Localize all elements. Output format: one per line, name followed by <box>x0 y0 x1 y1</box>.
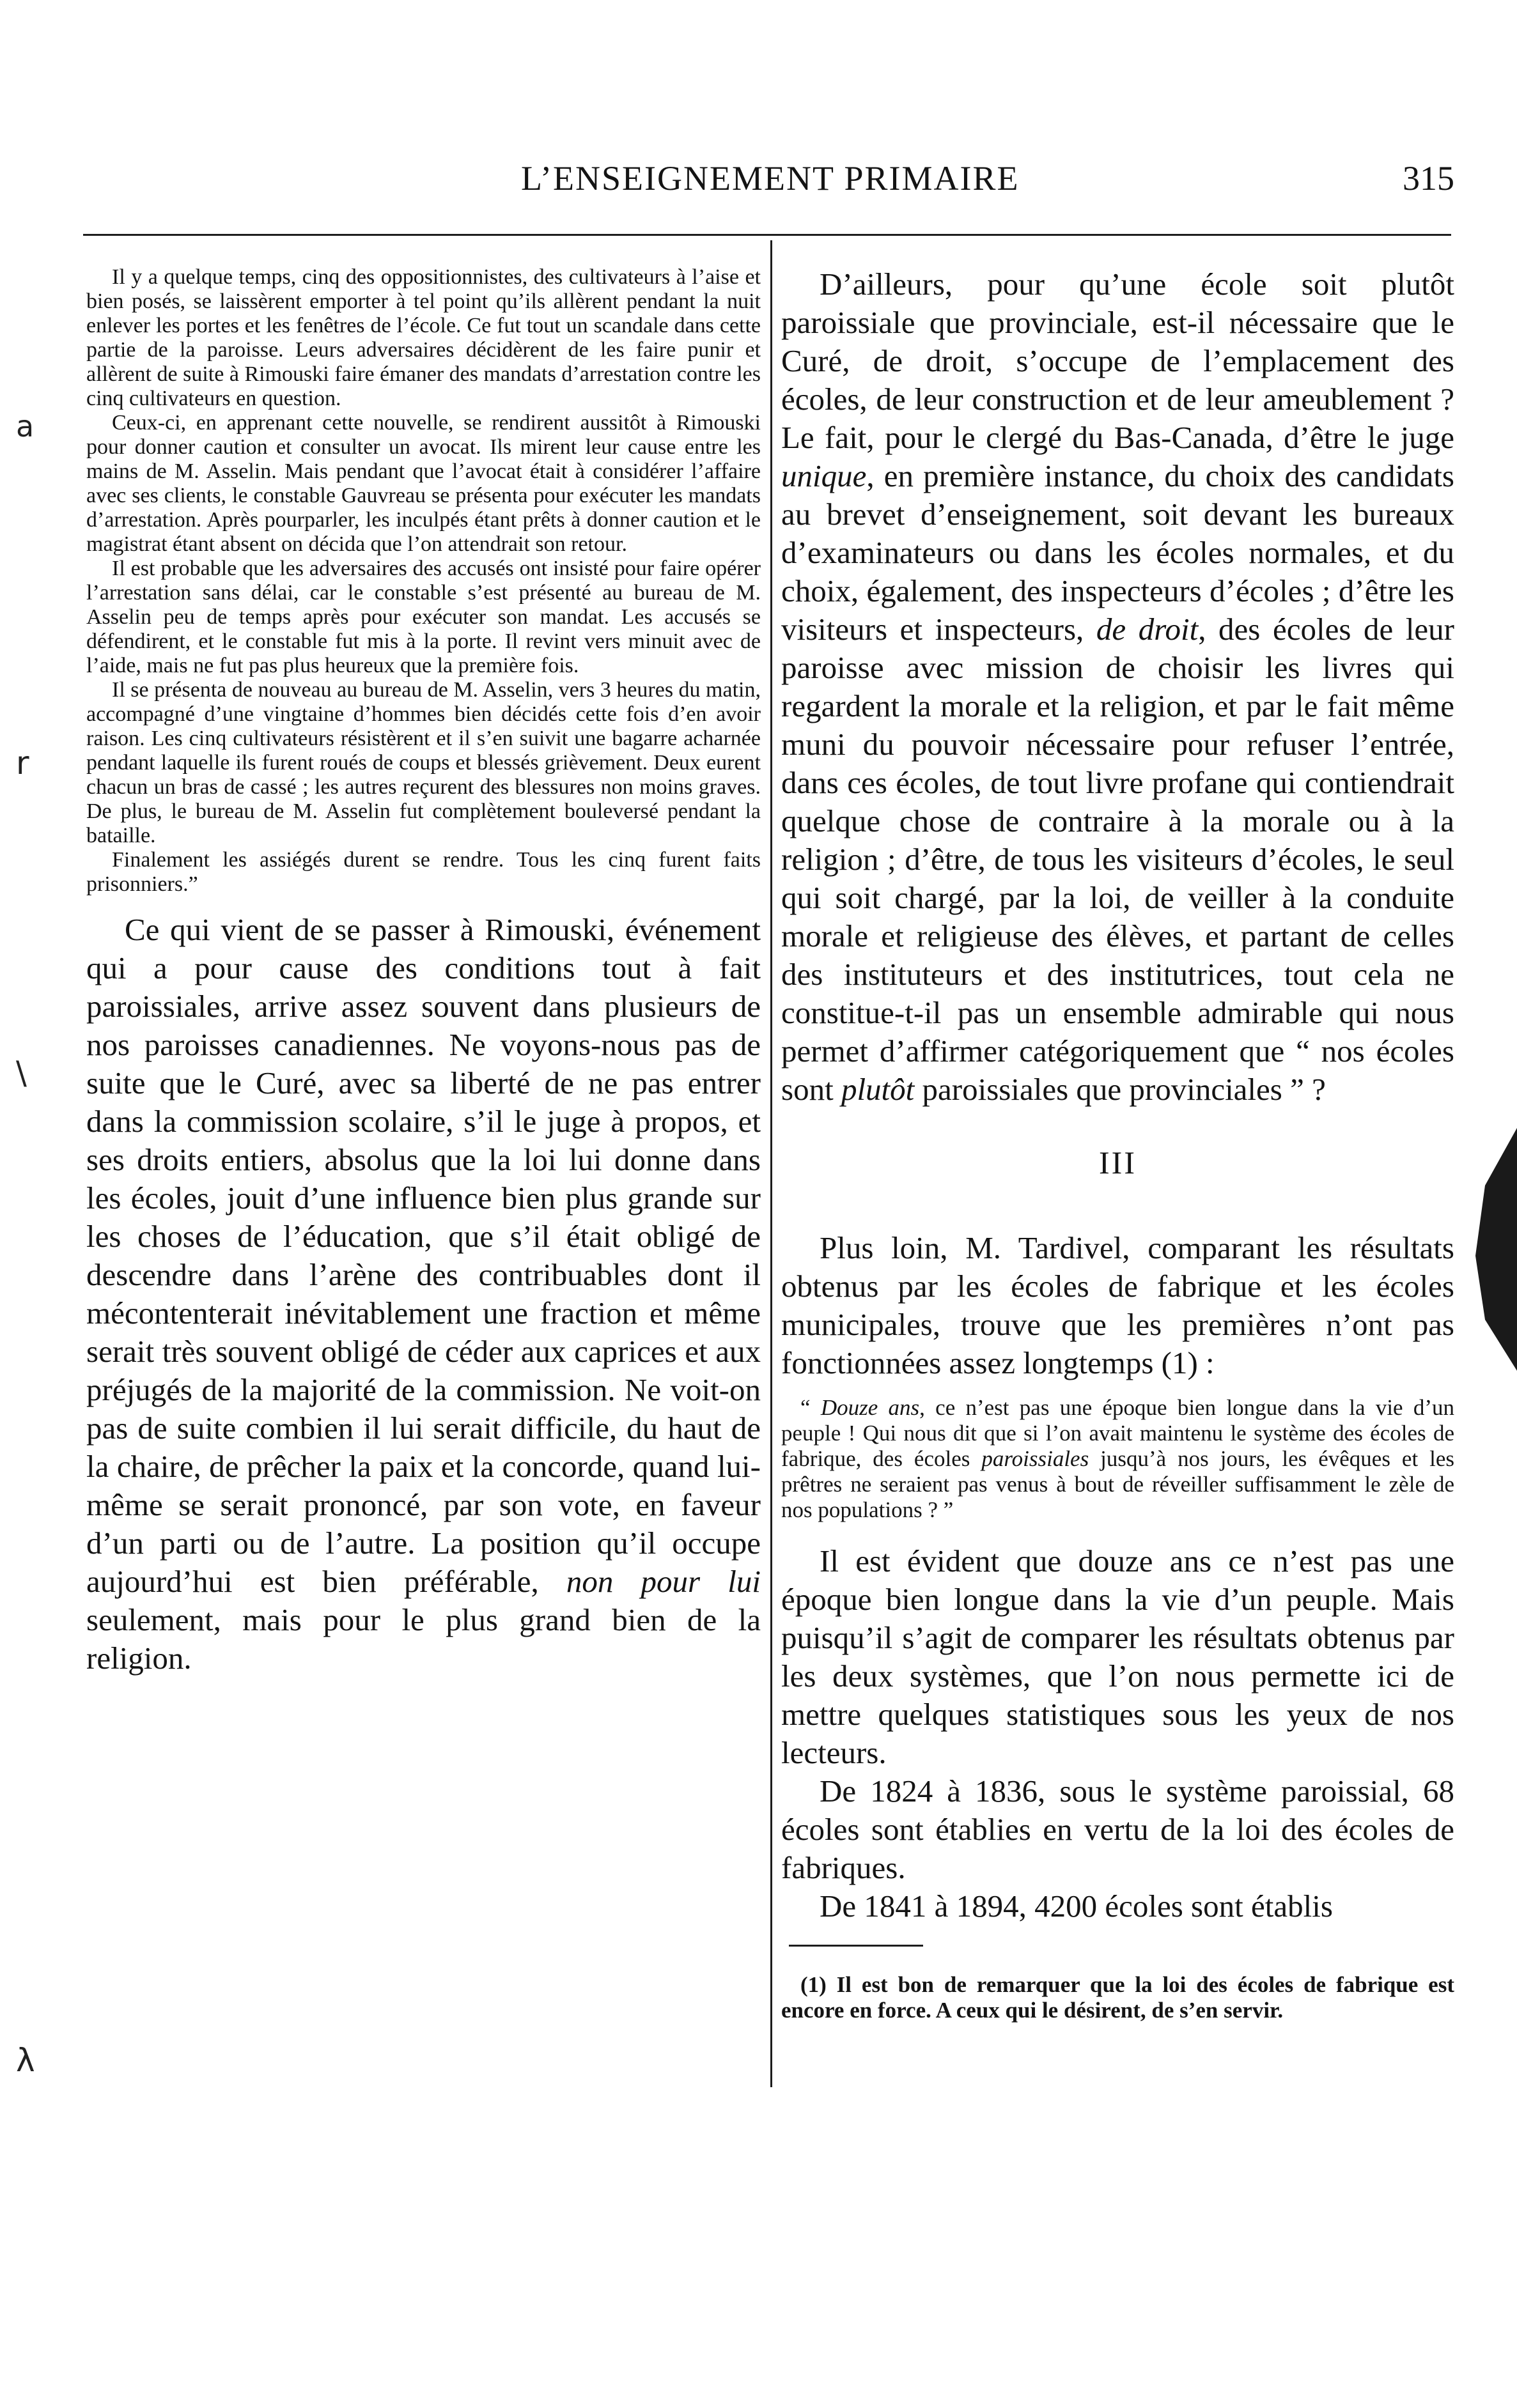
margin-annotation: a <box>16 409 35 444</box>
quote-text-part: “ <box>800 1395 811 1420</box>
margin-annotation: \ <box>16 1054 27 1092</box>
body-paragraph: Plus loin, M. Tardivel, comparant les résultats obtenus par les écoles de fabrique et les écoles municipales, trouve que les premières n’ont pas fonctionnées assez longtemps (1) : <box>781 1230 1454 1380</box>
italic-phrase: Douze ans <box>820 1395 920 1420</box>
body-text-part: Ce qui vient de se passer à Rimouski, événement qui a pour cause des conditions tout à fait paroissiales, arrive assez souvent dans plusieurs de nos paroisses canadiennes. Ne voyons-nous pas de suite que le Curé, avec sa liberté de ne pas entrer dans la commission scolaire, s’il le juge à propos, et ses droits entiers, absolus que la loi lui donne dans les écoles, jouit d’une influence bien plus grande sur les choses de l’éducation, que s’il était obligé de descendre dans l’arène des contribuables dont il mécontenterait inévitablement une fraction et même serait très souvent obligé de céder aux caprices et aux préjugés de la majorité de la commission. Ne voit-on pas de suite combien il lui serait difficile, du haut de la chaire, de prêcher la paix et la concorde, quand lui-même se serait prononcé, par son vote, en faveur d’un parti ou de l’autre. La position qu’il occupe aujourd’hui est bien préférable, <box>86 912 761 1599</box>
quoted-excerpt <box>781 1395 1454 1523</box>
body-paragraph <box>86 911 761 1678</box>
footnote: (1) Il est bon de remarquer que la loi des écoles de fabrique est encore en force. A ceux qui le désirent, de s’en servir. <box>781 1972 1454 2023</box>
section-numeral: III <box>1099 1145 1137 1180</box>
margin-annotation: λ <box>16 2042 35 2079</box>
quote-paragraph: Finalement les assiégés durent se rendre. Tous les cinq furent faits prisonniers.” <box>86 848 761 896</box>
body-paragraph: De 1824 à 1836, sous le système paroissial, 68 écoles sont établies en vertu de la loi des écoles de fabriques. <box>781 1773 1454 1885</box>
body-paragraph: Il est évident que douze ans ce n’est pas une époque bien longue dans la vie d’un peuple. Mais puisqu’il s’agit de comparer les résultats obtenus par les deux systèmes, que l’on nous permette ici de mettre quelques statistiques sous les yeux de nos lecteurs. <box>781 1543 1454 1770</box>
footnote-rule <box>789 1945 923 1947</box>
quote-text-part: , ce n’est pas une époque bien longue dans la vie d’un peuple ! Qui nous dit que si l’on avait maintenu le système des écoles de fabrique, des écoles <box>781 1395 1454 1471</box>
italic-word: de droit <box>1096 612 1199 647</box>
running-header <box>86 158 1454 210</box>
column-divider <box>770 240 772 2087</box>
page-edge-shadow <box>1472 1128 1517 1371</box>
quote-paragraph: Ceux-ci, en apprenant cette nouvelle, se rendirent aussitôt à Rimouski pour donner caution et consulter un avocat. Ils mirent leur cause entre les mains de M. Asselin. Mais pendant que l’avocat était à considérer l’affaire avec ses clients, le constable Gauvreau se présenta pour exécuter les mandats d’arrestation. Après pourparler, les inculpés étant prêts à donner caution et le magistrat étant absent on décida que l’on attendrait son retour. <box>86 411 761 556</box>
body-paragraph <box>781 265 1454 1109</box>
quoted-news-excerpt <box>86 265 761 897</box>
italic-word: unique <box>781 458 867 493</box>
quote-paragraph: Il se présenta de nouveau au bureau de M. Asselin, vers 3 heures du matin, accompagné d’une vingtaine d’hommes bien décidés cette fois d’en avoir raison. Les cinq cultivateurs résistèrent et il s’en suivit une bagarre acharnée pendant laquelle ils furent roués de coups et blessés grièvement. Deux eurent chacun un bras de cassé ; les autres reçurent des blessures non moins graves. De plus, le bureau de M. Asselin fut complètement bouleversé pendant la bataille. <box>86 678 761 847</box>
italic-word: plutôt <box>841 1072 915 1107</box>
body-text-part: paroissiales que provinciales ” ? <box>922 1072 1326 1107</box>
body-paragraph: De 1841 à 1894, 4200 écoles sont établis <box>820 1888 1333 1924</box>
quote-paragraph: Il est probable que les adversaires des accusés ont insisté pour faire opérer l’arrestation sans délai, car le constable s’est présenté au bureau de M. Asselin peu de temps après pour exécuter son mandat. Les accusés se défendirent, et le constable fut mis à la porte. Il revint vers minuit avec de l’aide, mais ne fut pas plus heureux que la première fois. <box>86 557 761 677</box>
quote-text-part: jusqu’à nos jours, les évêques et les prêtres ne seraient pas venus à bout de réveiller suffisamment le zèle de nos populations ? ” <box>781 1446 1454 1522</box>
margin-annotation: r <box>16 745 29 782</box>
right-column <box>781 265 1454 2023</box>
body-text-part: D’ailleurs, pour qu’une école soit plutôt paroissiale que provinciale, est-il nécessaire que le Curé, de droit, s’occupe de l’emplacement des écoles, de leur construction et de leur ameublement ? Le fait, pour le clergé du Bas-Canada, d’être le juge <box>781 266 1454 455</box>
italic-word: paroissiales <box>981 1446 1089 1471</box>
page-number: 315 <box>1403 159 1454 197</box>
header-rule <box>83 234 1451 236</box>
quote-paragraph: Il y a quelque temps, cinq des oppositionnistes, des cultivateurs à l’aise et bien posés, se laissèrent emporter à tel point qu’ils allèrent pendant la nuit enlever les portes et les fenêtres de l’école. Ce fut tout un scandale dans cette partie de la paroisse. Leurs adversaires décidèrent de les faire punir et allèrent de suite à Rimouski faire émaner des mandats d’arrestation contre les cinq cultivateurs en question. <box>86 265 761 410</box>
body-text-part: , des écoles de leur paroisse avec mission de choisir les livres qui regardent la morale et la religion, et par le fait même muni du pouvoir nécessaire pour refuser l’entrée, dans ces écoles, de tout livre profane qui contiendrait quelque chose de contraire à la morale ou à la religion ; d’être, de tous les visiteurs d’écoles, le seul qui soit chargé, par la loi, de veiller à la conduite morale et religieuse des élèves, et partant de celles des instituteurs et des institutrices, tout cela ne constitue-t-il pas un ensemble admirable qui nous permet d’affirmer catégoriquement que “ nos écoles sont <box>781 612 1454 1107</box>
body-text-part: seulement, mais pour le plus grand bien de la religion. <box>86 1602 761 1676</box>
body-text-part: , en première instance, du choix des candidats au brevet d’enseignement, soit devant les bureaux d’examinateurs ou dans les écoles normales, et du choix, également, des inspecteurs d’écoles ; d’être les visiteurs et inspecteurs, <box>781 458 1454 647</box>
italic-phrase: non pour lui <box>566 1564 761 1599</box>
left-column <box>86 265 761 1678</box>
header-title: L’ENSEIGNEMENT PRIMAIRE <box>521 159 1020 197</box>
